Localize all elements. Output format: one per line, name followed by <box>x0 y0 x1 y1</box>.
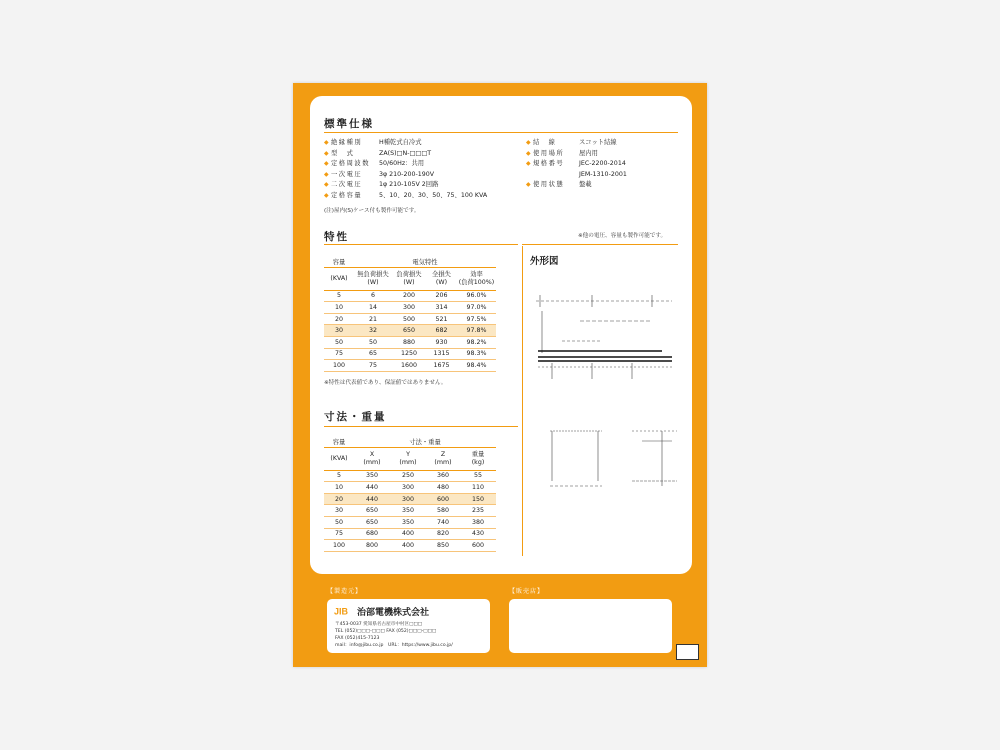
dim-rule <box>324 426 518 427</box>
char-title: 特性 <box>324 231 349 243</box>
subheader-y: Y (mm) <box>390 447 426 470</box>
subheader-no-load-loss: 無負荷損失 (W) <box>354 267 392 290</box>
dimensions-table <box>324 436 496 552</box>
subheader-weight: 重量 (kg) <box>460 447 496 470</box>
col-header-capacity: 容量 <box>324 436 354 447</box>
dim-title: 寸法・重量 <box>324 411 387 423</box>
table-row: 75 65 1250 1315 98.3% <box>324 348 496 360</box>
col-header-group: 電気特性 <box>354 256 496 267</box>
outline-title: 外形図 <box>530 256 559 267</box>
column-divider <box>522 246 523 556</box>
spec-title: 標準仕様 <box>324 118 374 130</box>
char-rule <box>324 244 518 245</box>
outline-drawing <box>532 281 682 511</box>
company-logo <box>333 606 355 616</box>
company-name: 治部電機株式会社 <box>357 608 430 618</box>
table-row: 30 650 350 580 235 <box>324 505 496 517</box>
svg-text:JIB: JIB <box>334 606 349 616</box>
unit-label: (KVA) <box>324 267 354 290</box>
spec-row: ◆ 絶縁種別 H種乾式自冷式 <box>324 139 422 146</box>
catalog-sheet <box>293 83 707 667</box>
table-row: 20 440 300 600 150 <box>324 493 496 505</box>
col-header-group: 寸法・重量 <box>354 436 496 447</box>
content-card <box>310 96 692 574</box>
table-row: 10 14 300 314 97.0% <box>324 302 496 314</box>
spec-list-right <box>526 138 627 191</box>
spec-list-left <box>324 138 487 202</box>
maker-label: 【製造元】 <box>327 588 363 595</box>
dealer-box <box>509 599 672 653</box>
char-note: ※特性は代表値であり、保証値ではありません。 <box>324 380 447 386</box>
table-row: 100 800 400 850 600 <box>324 540 496 552</box>
table-row: 20 21 500 521 97.5% <box>324 313 496 325</box>
spec-row: ◆ 定格周波数 50/60Hz：共用 <box>324 160 425 168</box>
spec-note: (注)屋内(S)ケース付も製作可能です。 <box>324 208 420 214</box>
table-row: 5 350 250 360 55 <box>324 470 496 482</box>
spec-row: ◆ 一次電圧 3φ 210-200-190V <box>324 170 435 178</box>
print-stamp <box>676 644 699 660</box>
table-row: 100 75 1600 1675 98.4% <box>324 360 496 372</box>
subheader-x: X (mm) <box>354 447 390 470</box>
subheader-efficiency: 効率 (負荷100%) <box>457 267 496 290</box>
table-row: 10 440 300 480 110 <box>324 482 496 494</box>
spec-row: ◆ 定格容量 5、10、20、30、50、75、100 KVA <box>324 191 488 199</box>
spec-rule <box>324 132 678 133</box>
col-header-capacity: 容量 <box>324 256 354 267</box>
company-address: 〒453-0037 愛知県名古屋市中村区□□□ TEL (052)□□□-□□□ FAX (052)□□□-□□□ FAX (052)415-7123 mail：info@jibu.co.jp URL：https://www.jibu.co.jp/ <box>335 622 453 648</box>
spec-row: ◆ 二次電圧 1φ 210-105V 2回路 <box>324 181 439 189</box>
char-note-right: ※他の電圧、容量も製作可能です。 <box>578 233 667 239</box>
subheader-load-loss: 負荷損失 (W) <box>392 267 426 290</box>
spec-row: ◆ 型 式 ZA(S)□N-□□□T <box>324 149 432 157</box>
spec-row: ◆ 使用場所 屋内用 <box>526 149 598 157</box>
spec-row: ◆ 使用状態 盤載 <box>526 181 592 189</box>
characteristics-table <box>324 256 496 372</box>
table-row: 30 32 650 682 97.8% <box>324 325 496 337</box>
spec-row: ◆ 規格番号 JEC-2200-2014 <box>526 160 626 168</box>
table-row: 75 680 400 820 430 <box>324 528 496 540</box>
unit-label: (KVA) <box>324 447 354 470</box>
subheader-z: Z (mm) <box>426 447 460 470</box>
table-row: 50 650 350 740 380 <box>324 516 496 528</box>
dealer-label: 【販売店】 <box>509 588 545 595</box>
subheader-total-loss: 全損失 (W) <box>426 267 457 290</box>
char-rule-right <box>522 244 678 245</box>
table-row: 5 6 200 206 96.0% <box>324 290 496 302</box>
spec-row: ◆ 結 線 スコット結線 <box>526 139 617 146</box>
table-row: 50 50 880 930 98.2% <box>324 336 496 348</box>
spec-row: JEM-1310-2001 <box>579 170 627 178</box>
maker-box <box>327 599 490 653</box>
